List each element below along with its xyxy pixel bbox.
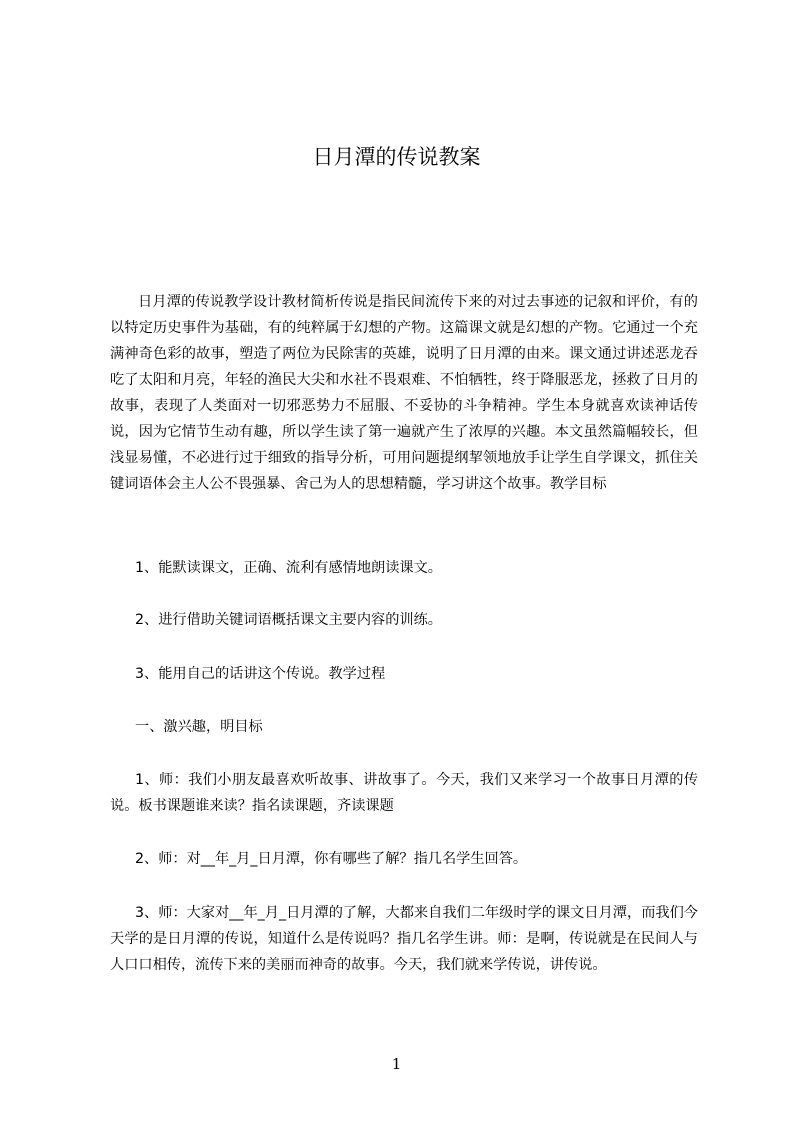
teaching-step-2: 2、师：对__年_月_日月潭，你有哪些了解？指几名学生回答。 [135,851,528,867]
teaching-step-3: 3、师：大家对__年_月_日月潭的了解，大都来自我们二年级时学的课文日月潭，而我们今天学的是日月潭的传说，知道什么是传说吗？指几名学生讲。师：是啊，传说就是在民间人与人口口相传，流传下来的美丽而神奇的故事。今天，我们就来学传说，讲传说。 [110,905,698,973]
teaching-goal-2: 2、进行借助关键词语概括课文主要内容的训练。 [135,612,442,628]
page-number: 1 [391,1055,402,1073]
teaching-step-1: 1、师：我们小朋友最喜欢听故事、讲故事了。今天，我们又来学习一个故事日月潭的传说。板书课题谁来读？指名读课题，齐读课题 [110,772,698,814]
teaching-goal-3: 3、能用自己的话讲这个传说。教学过程 [135,666,386,682]
document-title: 日月潭的传说教案 [312,145,481,169]
teaching-goal-1: 1、能默读课文，正确、流利有感情地朗读课文。 [135,560,442,576]
section-heading-1: 一、激兴趣，明目标 [135,719,263,735]
intro-paragraph: 日月潭的传说教学设计教材简析传说是指民间流传下来的对过去事迹的记叙和评价，有的以特定历史事件为基础，有的纯粹属于幻想的产物。这篇课文就是幻想的产物。它通过一个充满神奇色彩的故事，塑造了两位为民除害的英雄，说明了日月潭的由来。课文通过讲述恶龙吞吃了太阳和月亮，年轻的渔民大尖和水社不畏艰难、不怕牺牲，终于降服恶龙，拯救了日月的故事，表现了人类面对一切邪恶势力不屈服、不妥协的斗争精神。学生本身就喜欢读神话传说，因为它情节生动有趣，所以学生读了第一遍就产生了浓厚的兴趣。本文虽然篇幅较长，但浅显易懂，不必进行过于细致的指导分析，可用问题提纲挈领地放手让学生自学课文，抓住关键词语体会主人公不畏强暴、舍己为人的思想精髓，学习讲这个故事。教学目标 [110,294,698,492]
